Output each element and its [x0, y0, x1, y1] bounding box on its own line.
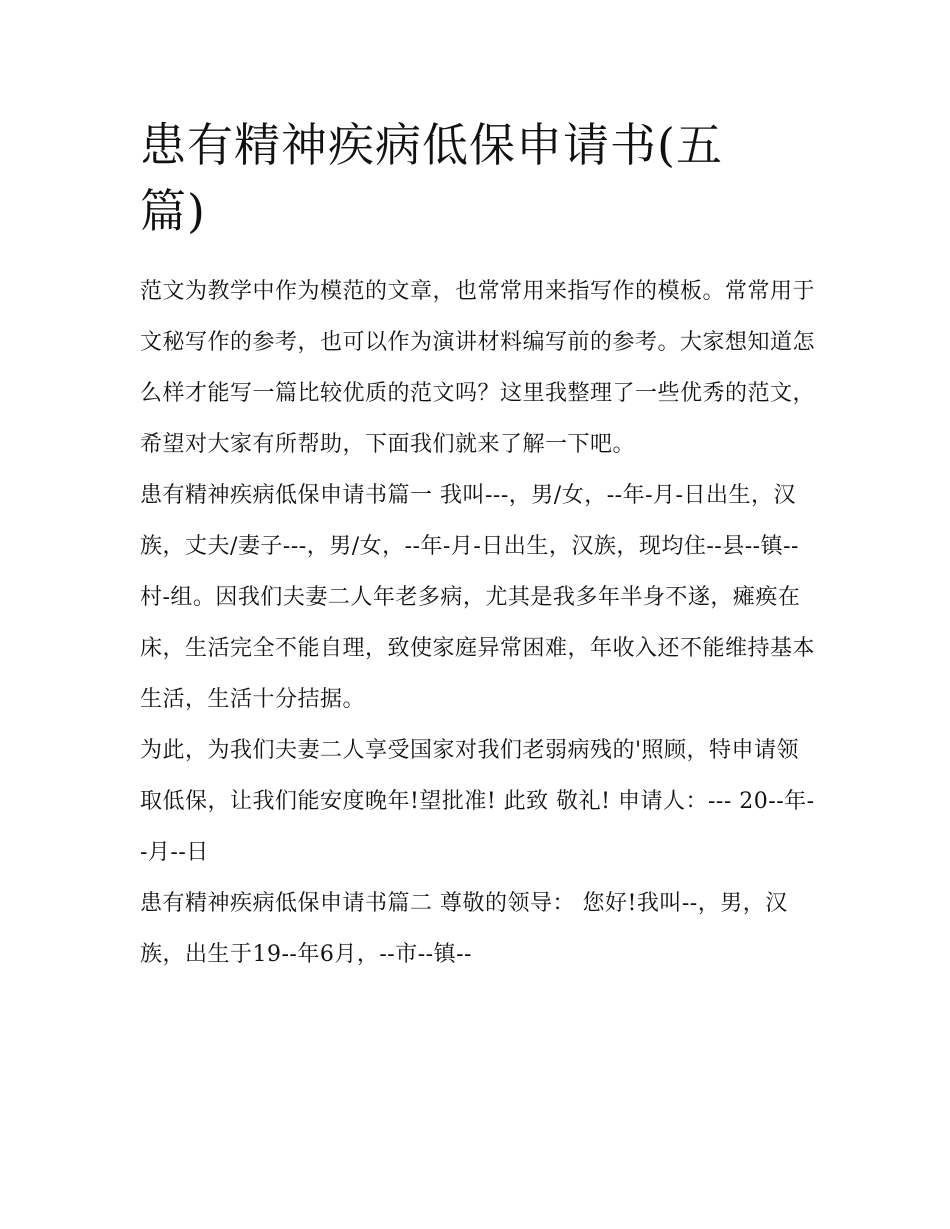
document-title: 患有精神疾病低保申请书(五篇): [140, 118, 723, 238]
letter-one-closing-paragraph: 为此，为我们夫妻二人享受国家对我们老弱病残的'照顾，特申请领取低保，让我们能安度晚年!望批准! 此致 敬礼! 申请人：--- 20--年--月--日: [140, 738, 815, 865]
intro-paragraph: 范文为教学中作为模范的文章，也常常用来指写作的模板。常常用于文秘写作的参考，也可以作为演讲材料编写前的参考。大家想知道怎么样才能写一篇比较优质的范文吗？这里我整理了一些优秀的范文，希望对大家有所帮助，下面我们就来了解一下吧。: [140, 279, 816, 457]
letter-two-opening-paragraph: 患有精神疾病低保申请书篇二 尊敬的领导： 您好!我叫--，男，汉族，出生于19--年6月，--市--镇--: [140, 891, 788, 967]
document-body: [140, 112, 815, 980]
letter-one-opening-paragraph: 患有精神疾病低保申请书篇一 我叫---，男/女，--年-月-日出生，汉族，丈夫/妻子---，男/女，--年-月-日出生，汉族，现均住--县--镇--: [140, 483, 799, 559]
letter-one-situation-paragraph: 村-组。因我们夫妻二人年老多病，尤其是我多年半身不遂，瘫痪在床，生活完全不能自理，致使家庭异常困难，年收入还不能维持基本生活，生活十分拮据。: [140, 585, 816, 712]
